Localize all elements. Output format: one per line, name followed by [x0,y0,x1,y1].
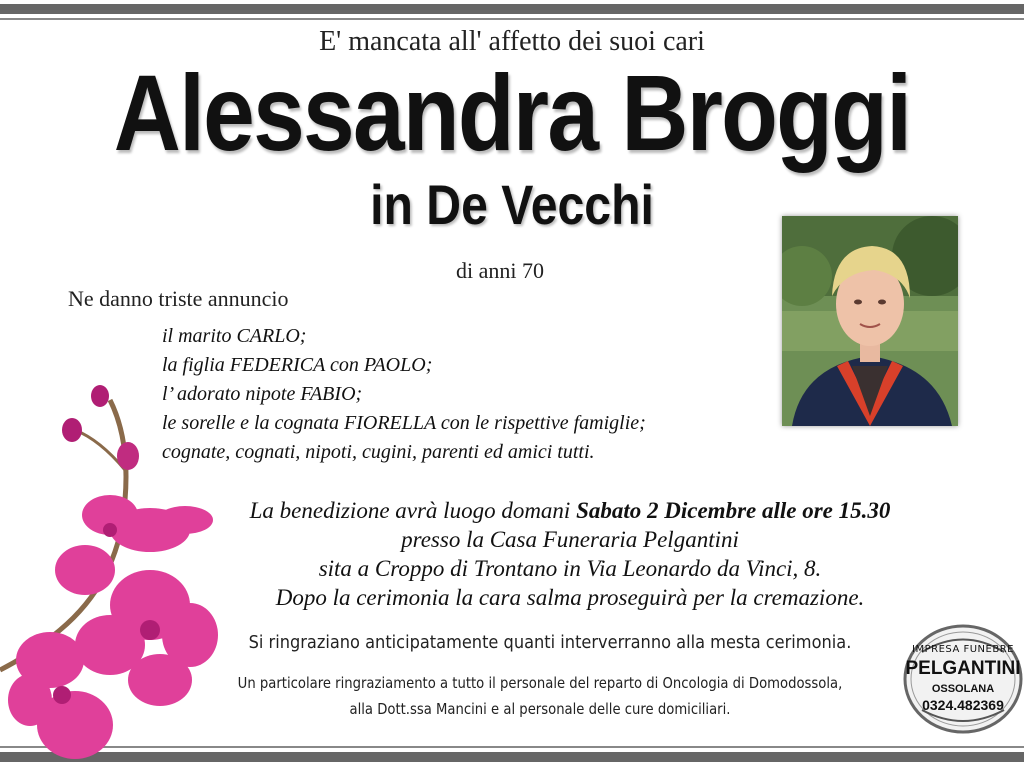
family-list [162,322,646,467]
logo-top-text: IMPRESA FUNEBRE [912,644,1014,655]
family-line: cognate, cognati, nipoti, cugini, parenti ed amici tutti. [162,441,595,463]
service-date: Sabato 2 Dicembre alle ore 15.30 [576,498,891,523]
married-name: in De Vecchi [370,173,654,236]
family-line: l’ adorato nipote FABIO; [162,383,363,405]
orchid-icon [0,380,230,768]
service-line-4: Dopo la cerimonia la cara salma proseguirà per la cremazione. [275,585,865,610]
announcement-heading: Ne danno triste annuncio [68,286,289,311]
age-text: di anni 70 [456,258,544,283]
service-line-1-text: La benedizione avrà luogo domani [249,498,577,523]
service-info [200,496,940,612]
top-border-line [0,18,1024,20]
portrait-photo [782,216,958,426]
special-thanks [214,670,865,722]
family-line: la figlia FEDERICA con PAOLO; [162,354,433,376]
deceased-name: Alessandra Broggi [113,52,911,173]
top-border [0,4,1024,14]
service-line-1 [200,496,940,525]
family-line: le sorelle e la cognata FIORELLA con le rispettive famiglie; [162,412,646,434]
logo-name: PELGANTINI [905,658,1021,679]
intro-text: E' mancata all' affetto dei suoi cari [319,26,705,57]
logo-sub-text: OSSOLANA [931,683,995,695]
special-thanks-line: Un particolare ringraziamento a tutto il personale del reparto di Oncologia di Domodossola, [237,674,843,692]
family-line: il marito CARLO; [162,325,307,347]
general-thanks: Si ringraziano anticipatamente quanti interverranno alla mesta cerimonia. [248,632,852,653]
service-line-3: sita a Croppo di Trontano in Via Leonardo da Vinci, 8. [318,556,822,581]
special-thanks-line: alla Dott.ssa Mancini e al personale delle cure domiciliari. [349,700,731,718]
funeral-home-logo [902,622,1024,736]
logo-phone: 0324.482369 [922,697,1004,713]
service-line-2: presso la Casa Funeraria Pelgantini [401,527,739,552]
